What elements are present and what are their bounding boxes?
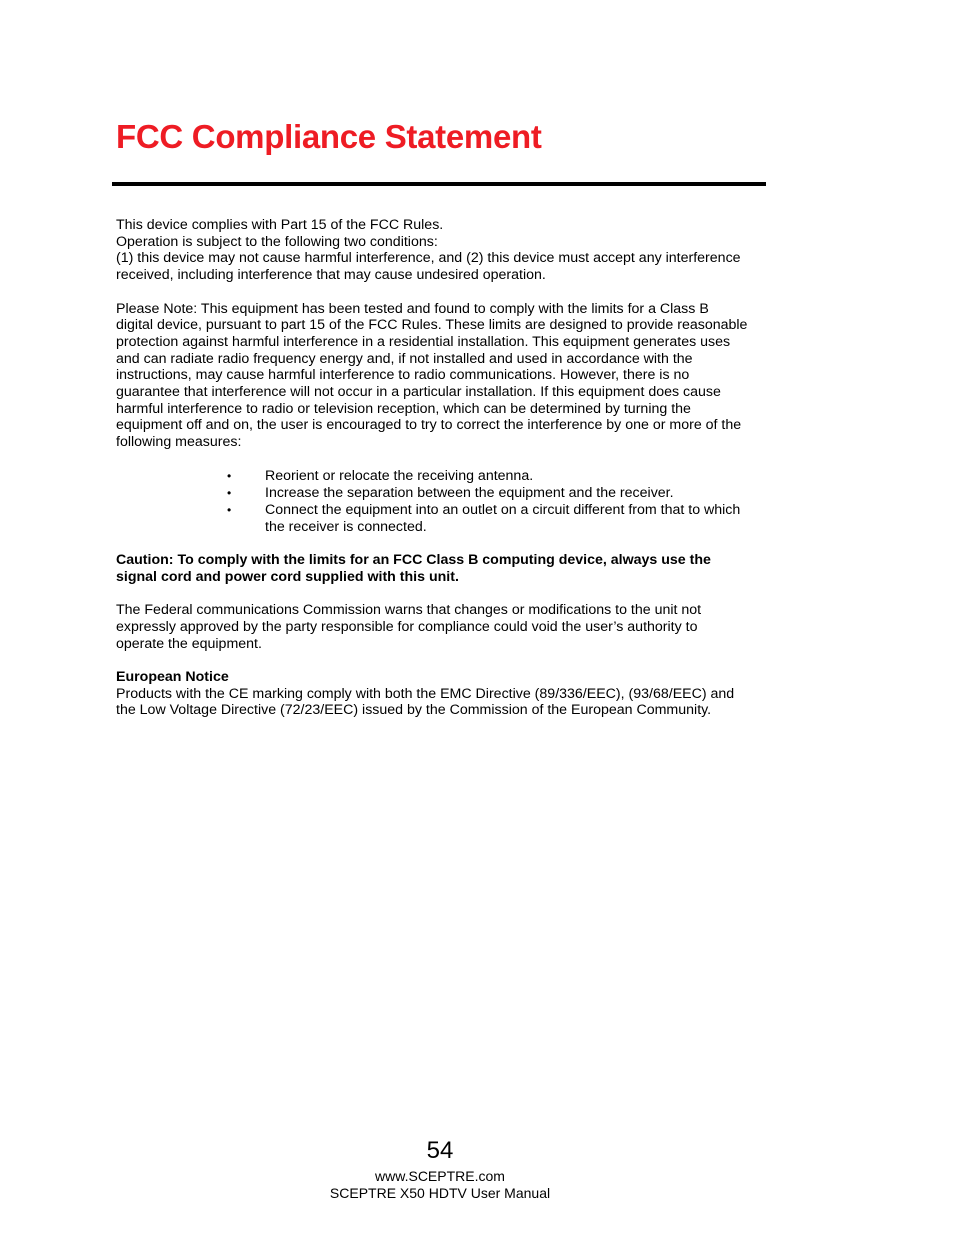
text-line: The Federal communications Commission warns that changes or modifications to the unit not bbox=[116, 602, 702, 619]
text-line: equipment off and on, the user is encouraged to try to correct the interference by one or more of the bbox=[116, 417, 742, 434]
text-line: the receiver is connected. bbox=[265, 518, 427, 535]
text-line: Increase the separation between the equipment and the receiver. bbox=[265, 484, 674, 501]
list-item bbox=[116, 468, 776, 485]
list-item bbox=[116, 502, 776, 535]
text-line: protection against harmful interference in a residential installation. This equipment generates uses bbox=[116, 333, 731, 350]
text-line: and can radiate radio frequency energy and, if not installed and used in accordance with the bbox=[116, 350, 693, 367]
page-title: FCC Compliance Statement bbox=[116, 118, 542, 155]
text-line: (1) this device may not cause harmful interference, and (2) this device must accept any interference bbox=[116, 250, 741, 267]
footer-url: www.SCEPTRE.com bbox=[375, 1168, 505, 1184]
text-line: Products with the CE marking comply with both the EMC Directive (89/336/EEC), (93/68/EEC) and bbox=[116, 685, 735, 702]
text-line: expressly approved by the party responsible for compliance could void the user’s authority to bbox=[116, 618, 698, 635]
text-line: digital device, pursuant to part 15 of the FCC Rules. These limits are designed to provide reasonable bbox=[116, 317, 748, 334]
title-divider bbox=[112, 182, 766, 186]
bullet-icon: • bbox=[227, 502, 232, 517]
text-line: Caution: To comply with the limits for an FCC Class B computing device, always use the bbox=[116, 552, 711, 569]
text-line: harmful interference to radio or television reception, which can be determined by turning the bbox=[116, 400, 691, 417]
text-line: received, including interference that may cause undesired operation. bbox=[116, 267, 546, 284]
text-line: Reorient or relocate the receiving antenna. bbox=[265, 467, 534, 484]
document-body bbox=[116, 217, 776, 736]
text-line: Connect the equipment into an outlet on a circuit different from that to which bbox=[265, 501, 741, 518]
european-notice-heading: European Notice bbox=[116, 668, 229, 685]
bullet-icon: • bbox=[227, 485, 232, 500]
measures-list bbox=[116, 468, 776, 536]
text-line: This device complies with Part 15 of the FCC Rules. bbox=[116, 217, 444, 233]
text-line: instructions, may cause harmful interference to radio communications. However, there is no bbox=[116, 367, 690, 384]
text-line: guarantee that interference will not occur in a particular installation. If this equipment does cause bbox=[116, 384, 721, 401]
text-line: signal cord and power cord supplied with this unit. bbox=[116, 568, 459, 585]
caution-paragraph bbox=[116, 552, 776, 585]
footer-manual-title: SCEPTRE X50 HDTV User Manual bbox=[329, 1185, 551, 1201]
text-line: following measures: bbox=[116, 434, 242, 451]
bullet-icon: • bbox=[227, 468, 232, 483]
text-line: Please Note: This equipment has been tested and found to comply with the limits for a Class B bbox=[116, 300, 709, 317]
fcc-warning-paragraph bbox=[116, 602, 776, 652]
text-line: Operation is subject to the following two conditions: bbox=[116, 233, 438, 250]
compliance-paragraph bbox=[116, 217, 776, 284]
list-item bbox=[116, 485, 776, 502]
text-line: operate the equipment. bbox=[116, 635, 262, 652]
european-notice-section bbox=[116, 669, 776, 719]
text-line: the Low Voltage Directive (72/23/EEC) issued by the Commission of the European Community. bbox=[116, 702, 712, 719]
please-note-paragraph bbox=[116, 301, 776, 451]
page-number: 54 bbox=[426, 1137, 454, 1164]
